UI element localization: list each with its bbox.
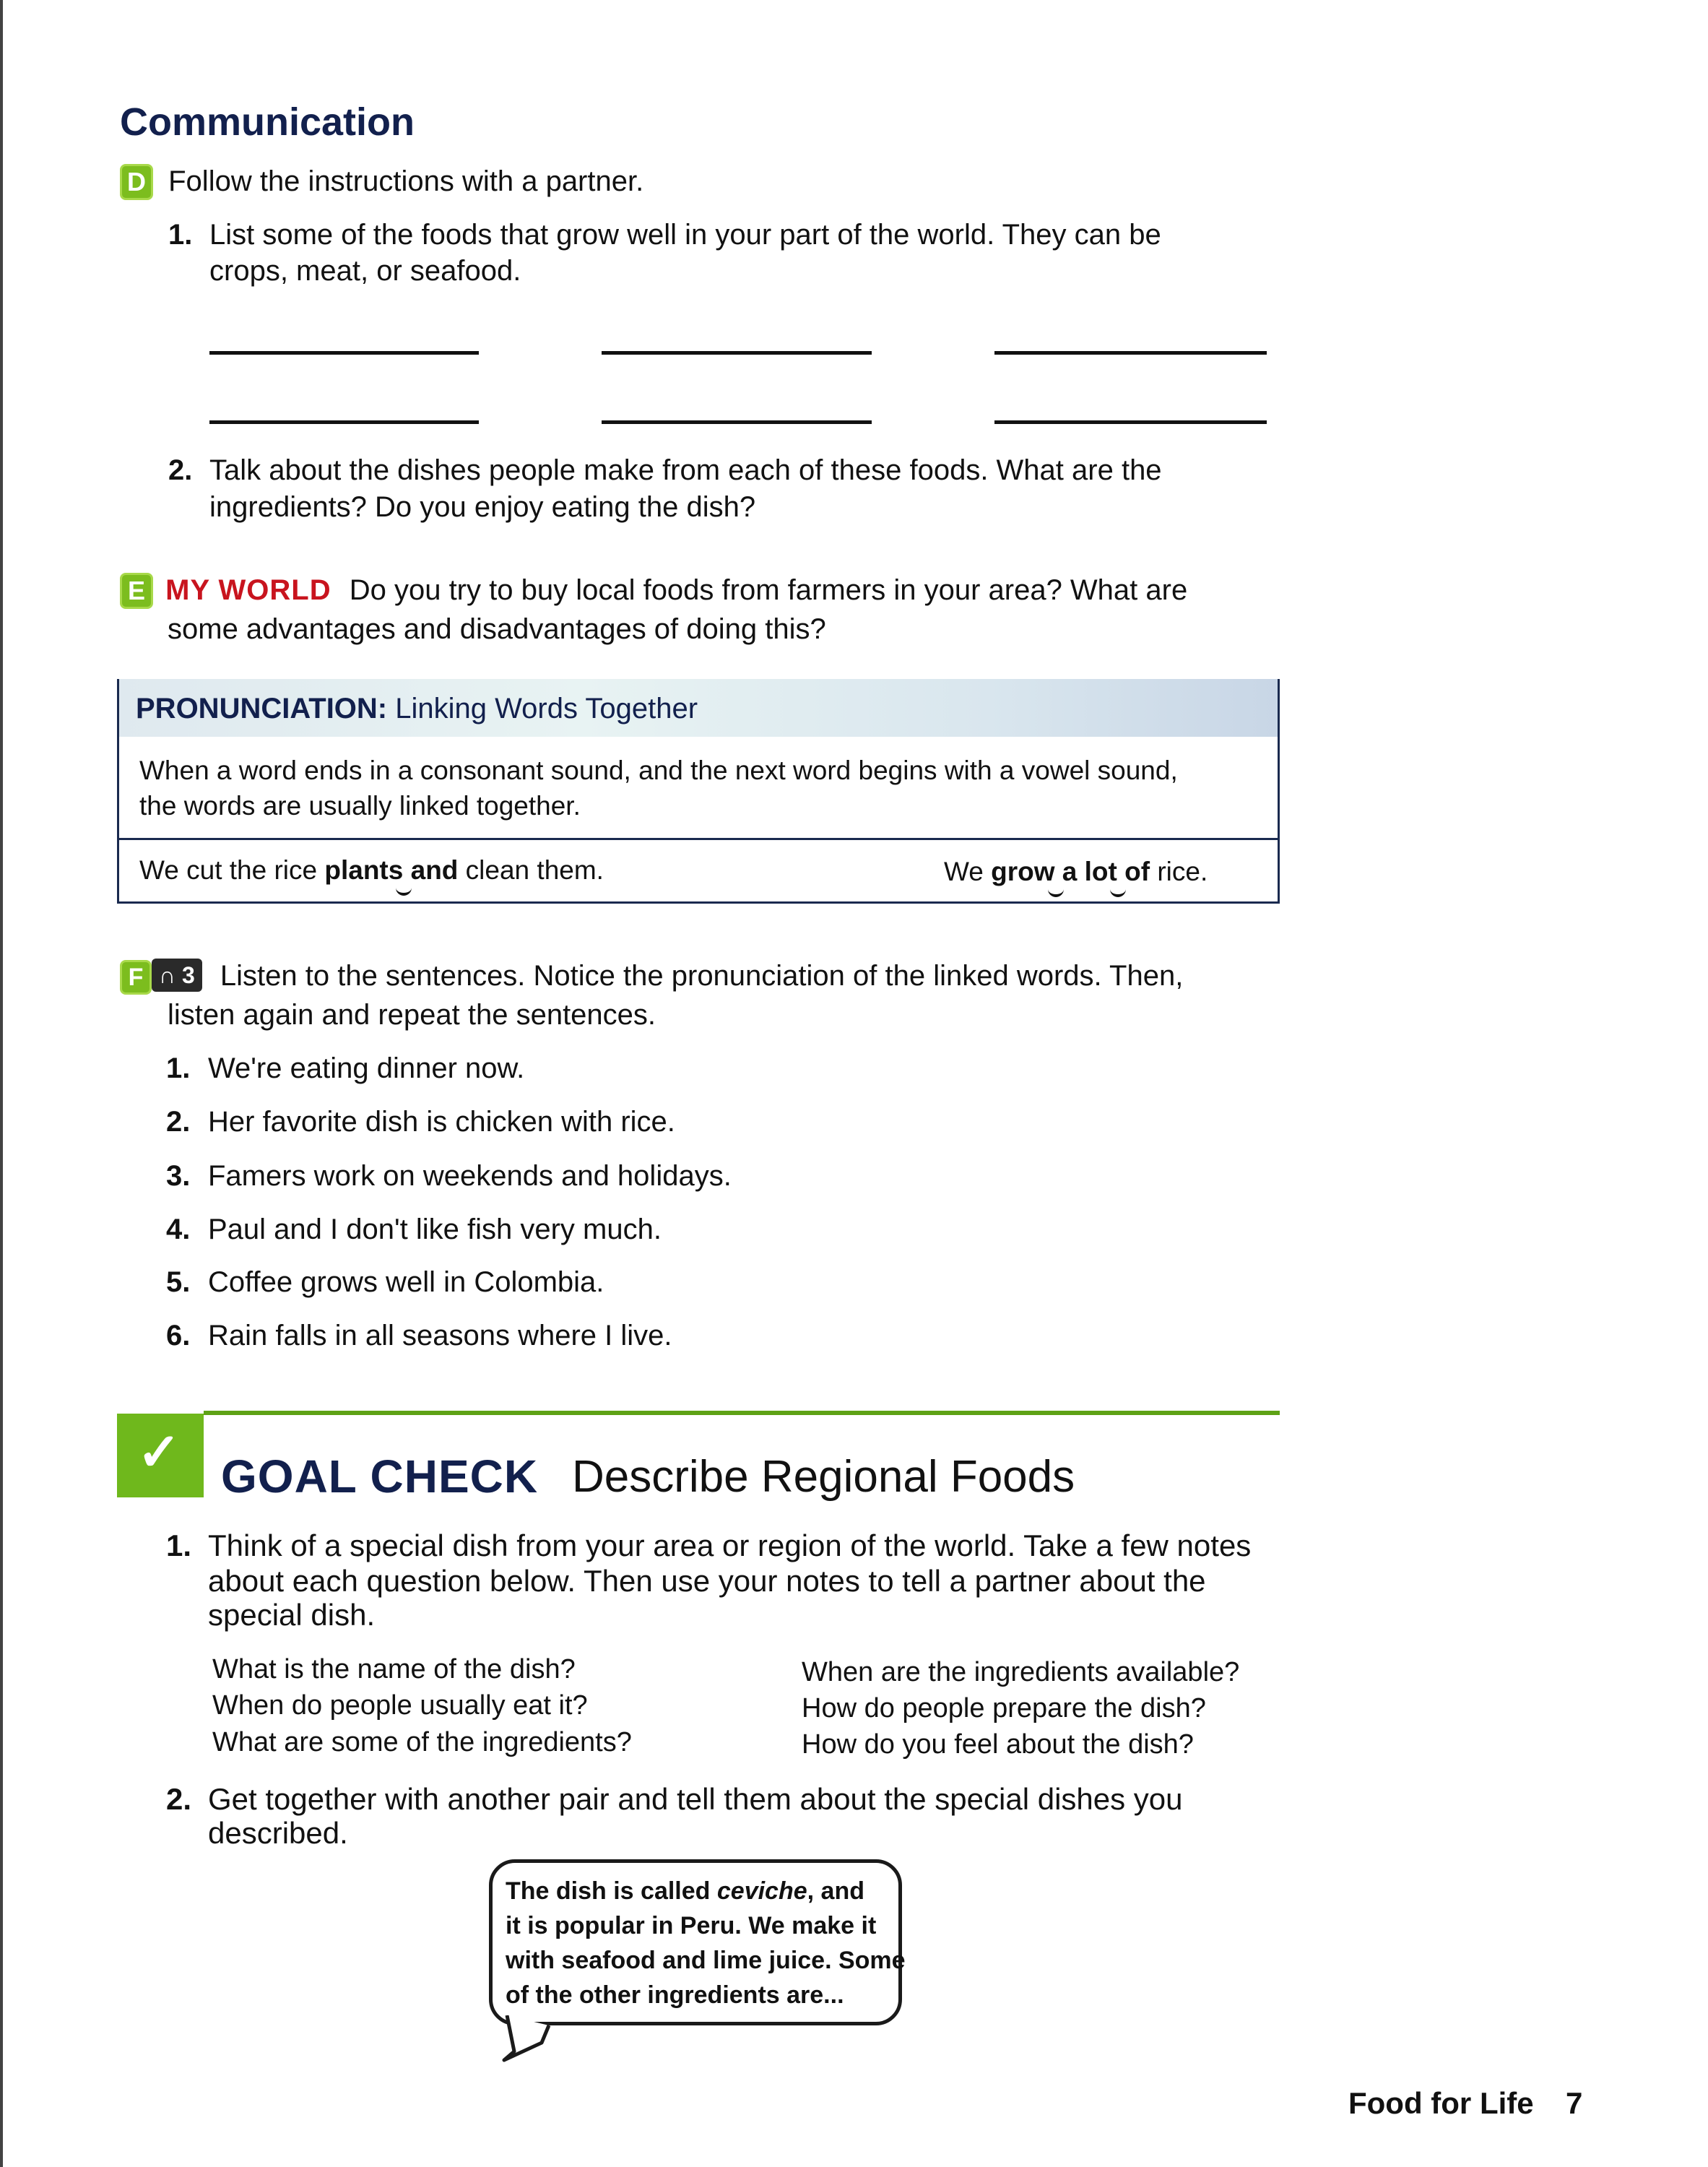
pronunciation-example-2	[944, 855, 1208, 888]
d-item-1-line1: List some of the foods that grow well in your part of the world. They can be	[209, 219, 1161, 251]
question-left: When do people usually eat it?	[212, 1690, 588, 1721]
answer-blank[interactable]	[209, 420, 479, 424]
sentence-number: 4.	[166, 1214, 191, 1245]
audio-track-badge[interactable]	[152, 959, 202, 992]
sentence-text: We're eating dinner now.	[208, 1052, 525, 1084]
bubble-line-3: with seafood and lime juice. Some	[506, 1947, 906, 1974]
activity-e-line1	[120, 572, 1187, 609]
headphones-icon: ∩	[159, 962, 176, 988]
bubble-line-4: of the other ingredients are...	[506, 1981, 844, 2009]
activity-badge-e: E	[120, 573, 153, 609]
pronunciation-body-line1: When a word ends in a consonant sound, and the next word begins with a vowel sound,	[139, 756, 1178, 785]
linked-word: lot	[1085, 855, 1117, 888]
goal-check-rule	[204, 1411, 1280, 1415]
linked-word: plants	[324, 854, 403, 887]
footer-page-number: 7	[1566, 2086, 1583, 2120]
sentence-text: Coffee grows well in Colombia.	[208, 1266, 604, 1298]
pronunciation-divider	[117, 838, 1280, 840]
pronunciation-title-rest: Linking Words Together	[395, 693, 698, 725]
speech-bubble-text	[506, 1874, 906, 2012]
linked-word: grow	[991, 855, 1054, 888]
example-text: We cut the rice	[139, 855, 325, 885]
bubble-line-2: it is popular in Peru. We make it	[506, 1912, 877, 1939]
question-right: How do you feel about the dish?	[802, 1729, 1194, 1760]
linked-word: a	[1062, 857, 1078, 886]
sentence-number: 3.	[166, 1160, 191, 1192]
activity-f-line1	[120, 958, 1183, 995]
page-edge-line	[0, 0, 3, 2167]
activity-f-instruction: Listen to the sentences. Notice the pronunciation of the linked words. Then,	[220, 960, 1184, 992]
linked-word: of	[1124, 857, 1150, 886]
activity-badge-d: D	[120, 164, 153, 200]
answer-blank[interactable]	[602, 351, 872, 355]
section-title: Communication	[120, 100, 415, 144]
d-item-2-line2: ingredients? Do you enjoy eating the dish?	[209, 491, 756, 523]
question-left: What are some of the ingredients?	[212, 1727, 632, 1757]
example-text: We	[944, 857, 992, 886]
gc-item-1-line2: about each question below. Then use your notes to tell a partner about the	[208, 1564, 1206, 1598]
activity-badge-f: F	[120, 960, 152, 995]
answer-blank[interactable]	[994, 351, 1267, 355]
d-item-2-line1: Talk about the dishes people make from each of these foods. What are the	[209, 454, 1162, 486]
sentence-number: 5.	[166, 1266, 191, 1298]
activity-d-instruction: Follow the instructions with a partner.	[168, 165, 644, 197]
gc-item-1-line1: Think of a special dish from your area or region of the world. Take a few notes	[208, 1528, 1252, 1562]
gc-item-1-line3: special dish.	[208, 1598, 376, 1632]
question-right: How do people prepare the dish?	[802, 1693, 1206, 1723]
activity-f-line2: listen again and repeat the sentences.	[168, 999, 656, 1031]
sentence-text: Rain falls in all seasons where I live.	[208, 1320, 672, 1351]
pronunciation-border-left	[117, 737, 119, 904]
d-item-2-number: 2.	[168, 454, 193, 486]
gc-item-1-number: 1.	[166, 1528, 192, 1562]
example-text: rice.	[1150, 857, 1208, 886]
sentence-number: 6.	[166, 1320, 191, 1351]
gc-item-2-line1: Get together with another pair and tell them about the special dishes you	[208, 1782, 1183, 1816]
footer-unit-title: Food for Life	[1348, 2086, 1534, 2120]
bubble-line-1: The dish is called ceviche, and	[506, 1877, 864, 1905]
example-text: clean them.	[458, 855, 604, 885]
activity-e-question: Do you try to buy local foods from farmers in your area? What are	[349, 574, 1188, 606]
sentence-number: 1.	[166, 1052, 191, 1084]
speech-bubble-tail	[498, 2015, 563, 2066]
pronunciation-title-bold: PRONUNCIATION:	[136, 693, 388, 725]
sentence-text: Famers work on weekends and holidays.	[208, 1160, 732, 1192]
pronunciation-body-line2: the words are usually linked together.	[139, 791, 581, 821]
gc-item-2-number: 2.	[166, 1782, 192, 1816]
activity-d-header	[120, 163, 643, 200]
goal-check-title: Describe Regional Foods	[572, 1452, 1075, 1502]
checkmark-icon: ✓	[137, 1424, 181, 1482]
sentence-text: Her favorite dish is chicken with rice.	[208, 1106, 675, 1138]
goal-check-label: GOAL CHECK	[221, 1450, 539, 1502]
sentence-text: Paul and I don't like fish very much.	[208, 1214, 662, 1245]
linked-word: and	[410, 855, 459, 885]
answer-blank[interactable]	[209, 351, 479, 355]
activity-e-line2: some advantages and disadvantages of doing this?	[168, 613, 826, 645]
audio-track-number: 3	[182, 962, 195, 988]
answer-blank[interactable]	[602, 420, 872, 424]
pronunciation-example-1	[139, 854, 604, 887]
pronunciation-title	[136, 691, 698, 727]
d-item-1-number: 1.	[168, 219, 193, 251]
question-left: What is the name of the dish?	[212, 1654, 576, 1684]
gc-item-2-line2: described.	[208, 1816, 348, 1850]
answer-blank[interactable]	[994, 420, 1267, 424]
sentence-number: 2.	[166, 1106, 191, 1138]
d-item-1-line2: crops, meat, or seafood.	[209, 255, 521, 287]
question-right: When are the ingredients available?	[802, 1657, 1240, 1687]
my-world-label: MY WORLD	[165, 574, 331, 606]
